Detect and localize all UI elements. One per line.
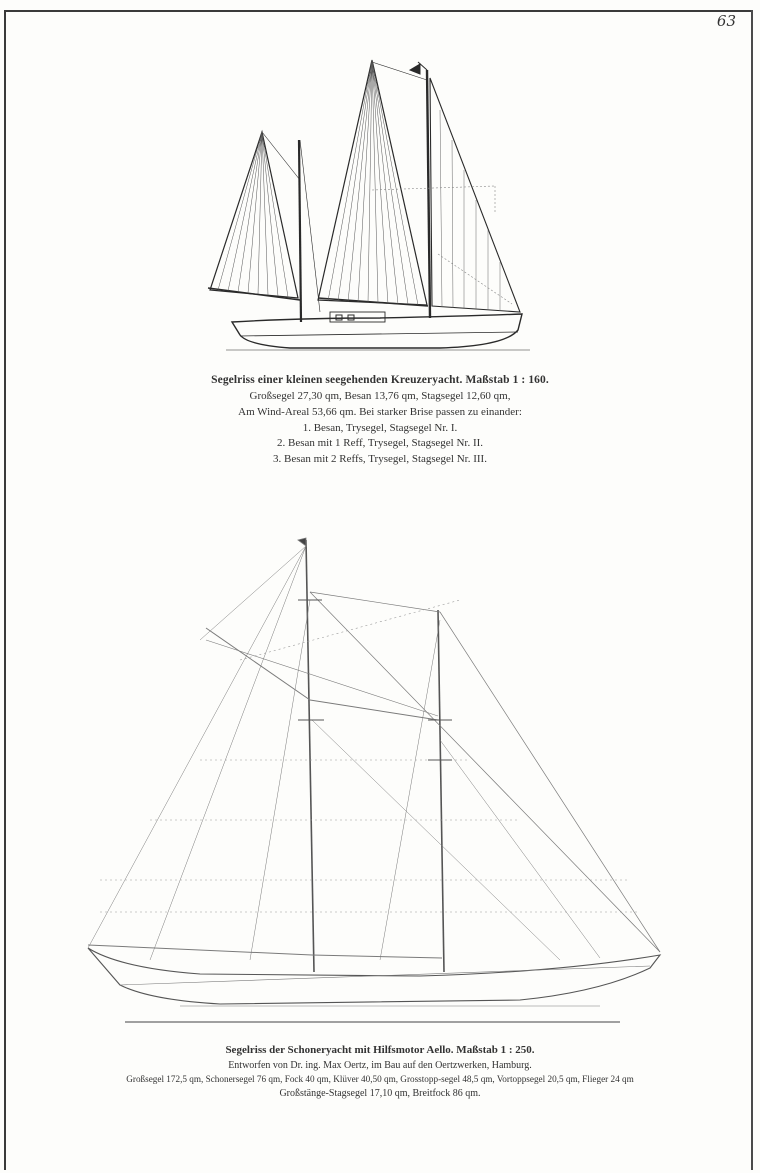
figure-2-caption <box>0 1043 760 1101</box>
figure-1-sail-areas: Großsegel 27,30 qm, Besan 13,76 qm, Stagsegel 12,60 qm, <box>249 389 511 402</box>
figure-1-wind-area: Am Wind-Areal 53,66 qm. Bei starker Brise passen zu einander: <box>238 405 522 418</box>
figure-1-title: Segelriss einer kleinen seegehenden Kreuzeryacht. Maßstab 1 : 160. <box>211 374 549 386</box>
figure-1-combo-3: 3. Besan mit 2 Reffs, Trysegel, Stagsegel Nr. III. <box>273 453 487 466</box>
figure-2-title: Segelriss der Schoneryacht mit Hilfsmotor Aello. Maßstab 1 : 250. <box>225 1044 535 1056</box>
page-number: 63 <box>716 12 736 30</box>
figure-1-combo-2: 2. Besan mit 1 Reff, Trysegel, Stagsegel Nr. II. <box>276 437 484 450</box>
figure-1-combo-1: 1. Besan, Trysegel, Stagsegel Nr. I. <box>302 421 458 434</box>
figure-2-sail-areas: Großsegel 172,5 qm, Schonersegel 76 qm, Fock 40 qm, Klüver 40,50 qm, Grosstopp-segel 48,5 qm, Vortoppsegel 20,5 qm, Flieger 24 qm <box>126 1074 634 1085</box>
figure-2-sail-areas-2: Großstänge-Stagsegel 17,10 qm, Breitfock 86 qm. <box>279 1087 481 1099</box>
figure-2-designer: Entworfen von Dr. ing. Max Oertz, im Bau auf den Oertzwerken, Hamburg. <box>228 1059 532 1071</box>
